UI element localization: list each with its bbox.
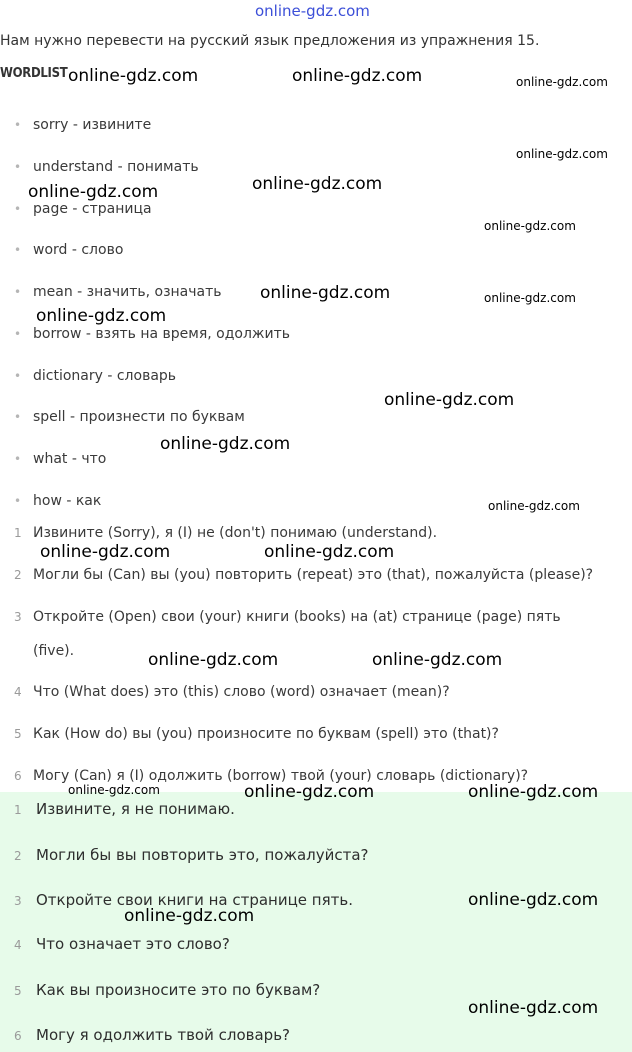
watermark: online-gdz.com — [124, 906, 255, 926]
answer-number: 4 — [14, 938, 22, 952]
sentence-text: Могу (Can) я (I) одолжить (borrow) твой (your) словарь (dictionary)? — [33, 768, 529, 784]
wordlist-item-text: page - страница — [33, 201, 152, 217]
bullet-icon: • — [14, 494, 22, 508]
sentence-item — [14, 684, 450, 700]
answer-item — [14, 846, 369, 864]
wordlist-item-text: mean - значить, означать — [33, 284, 222, 300]
sentence-item — [14, 525, 437, 541]
wordlist-item-text: dictionary - словарь — [33, 368, 177, 384]
answer-number: 3 — [14, 894, 22, 908]
wordlist-item-text: how - как — [33, 493, 102, 509]
sentence-number: 1 — [14, 526, 22, 540]
answer-item — [14, 800, 235, 818]
answer-text: Что означает это слово? — [36, 935, 230, 953]
watermark: online-gdz.com — [468, 890, 599, 910]
sentence-item — [14, 567, 593, 583]
answer-text: Извините, я не понимаю. — [36, 800, 235, 818]
answer-text: Могу я одолжить твой словарь? — [36, 1026, 290, 1044]
bullet-icon: • — [14, 160, 22, 174]
wordlist-item — [14, 242, 123, 258]
watermark: online-gdz.com — [468, 998, 599, 1018]
sentence-text: Как (How do) вы (you) произносите по буквам (spell) это (that)? — [33, 726, 499, 742]
watermark: online-gdz.com — [488, 499, 580, 513]
answer-item — [14, 981, 320, 999]
answer-item — [14, 935, 230, 953]
sentence-number: 2 — [14, 568, 22, 582]
watermark: online-gdz.com — [384, 390, 515, 410]
bullet-icon: • — [14, 452, 22, 466]
sentence-text: Что (What does) это (this) слово (word) означает (mean)? — [33, 684, 450, 700]
bullet-icon: • — [14, 410, 22, 424]
watermark: online-gdz.com — [244, 782, 375, 802]
watermark: online-gdz.com — [264, 542, 395, 562]
wordlist-item — [14, 368, 176, 384]
sentence-continuation: (five). — [33, 643, 75, 659]
watermark: online-gdz.com — [484, 219, 576, 233]
bullet-icon: • — [14, 369, 22, 383]
sentence-item — [14, 609, 561, 625]
answer-item — [14, 1026, 290, 1044]
sentence-text: Могли бы (Can) вы (you) повторить (repeat) это (that), пожалуйста (please)? — [33, 567, 594, 583]
watermark: online-gdz.com — [468, 782, 599, 802]
watermark: online-gdz.com — [372, 650, 503, 670]
intro-text: Нам нужно перевести на русский язык предложения из упражнения 15. — [0, 33, 540, 49]
wordlist-item-text: what - что — [33, 451, 107, 467]
wordlist-item-text: sorry - извините — [33, 117, 152, 133]
wordlist-item-text: understand - понимать — [33, 159, 199, 175]
watermark: online-gdz.com — [68, 783, 160, 797]
bullet-icon: • — [14, 243, 22, 257]
answer-text: Как вы произносите это по буквам? — [36, 981, 321, 999]
watermark: online-gdz.com — [292, 66, 423, 86]
wordlist-item — [14, 117, 151, 133]
answer-number: 6 — [14, 1029, 22, 1043]
watermark: online-gdz.com — [68, 66, 199, 86]
watermark: online-gdz.com — [516, 147, 608, 161]
wordlist-item — [14, 409, 245, 425]
sentence-number: 4 — [14, 685, 22, 699]
sentence-item — [14, 726, 499, 742]
wordlist-item — [14, 493, 101, 509]
answer-text: Могли бы вы повторить это, пожалуйста? — [36, 846, 369, 864]
watermark: online-gdz.com — [148, 650, 279, 670]
wordlist-item — [14, 326, 290, 342]
bullet-icon: • — [14, 202, 22, 216]
watermark: online-gdz.com — [40, 542, 171, 562]
sentence-number: 6 — [14, 769, 22, 783]
watermark: online-gdz.com — [260, 283, 391, 303]
site-header-link[interactable]: online-gdz.com — [255, 2, 370, 20]
bullet-icon: • — [14, 285, 22, 299]
wordlist-item-text: borrow - взять на время, одолжить — [33, 326, 291, 342]
wordlist-item-text: word - слово — [33, 242, 124, 258]
answer-number: 5 — [14, 984, 22, 998]
wordlist-item — [14, 201, 152, 217]
wordlist-item — [14, 284, 222, 300]
wordlist-item — [14, 451, 106, 467]
answer-number: 2 — [14, 849, 22, 863]
sentence-number: 5 — [14, 727, 22, 741]
watermark: online-gdz.com — [160, 434, 291, 454]
sentence-text: Извините (Sorry), я (I) не (don't) понимаю (understand). — [33, 525, 438, 541]
bullet-icon: • — [14, 118, 22, 132]
wordlist-heading: WORDLIST — [0, 66, 68, 81]
bullet-icon: • — [14, 327, 22, 341]
wordlist-item — [14, 159, 199, 175]
watermark: online-gdz.com — [36, 306, 167, 326]
sentence-number: 3 — [14, 610, 22, 624]
answer-text: Откройте свои книги на странице пять. — [36, 891, 353, 909]
answer-number: 1 — [14, 803, 22, 817]
watermark: online-gdz.com — [516, 75, 608, 89]
watermark: online-gdz.com — [484, 291, 576, 305]
sentence-text: Откройте (Open) свои (your) книги (books) на (at) странице (page) пять — [33, 609, 561, 625]
watermark: online-gdz.com — [252, 174, 383, 194]
wordlist-item-text: spell - произнести по буквам — [33, 409, 245, 425]
watermark: online-gdz.com — [28, 182, 159, 202]
